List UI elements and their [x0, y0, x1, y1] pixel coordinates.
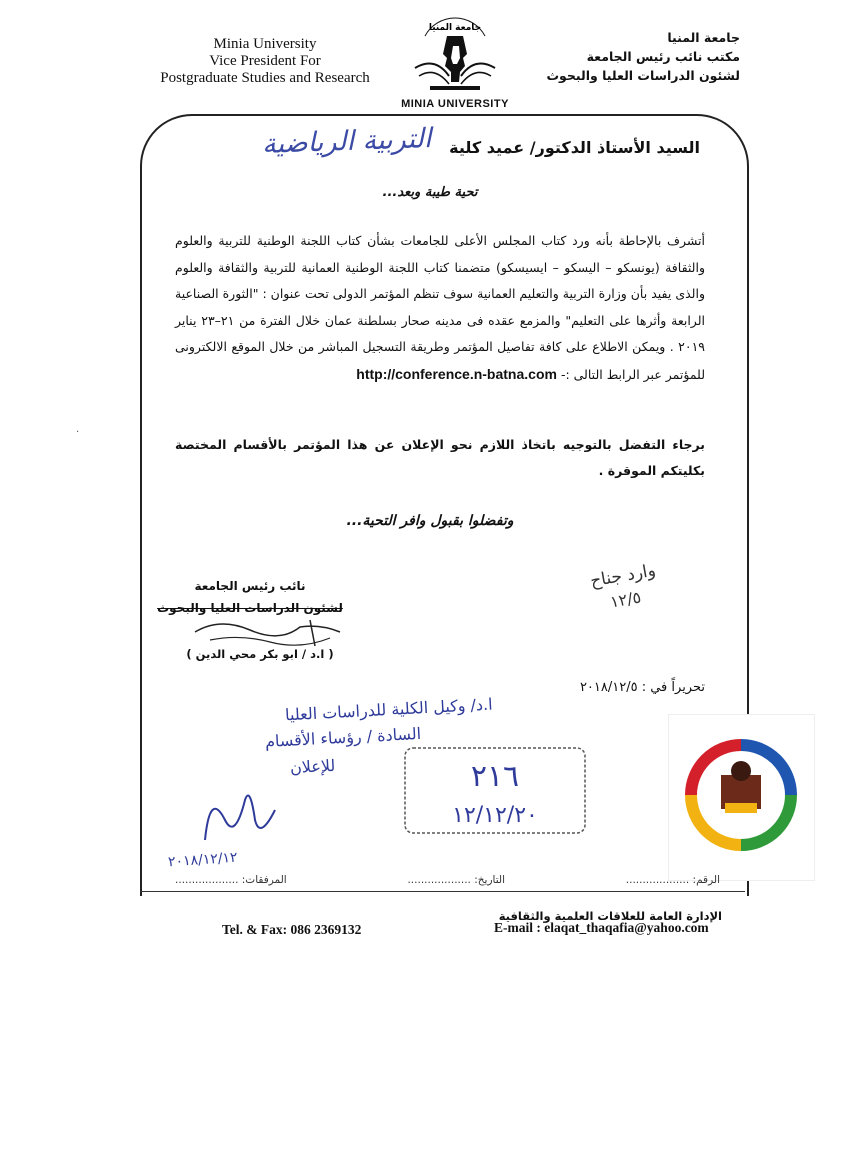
signature-scribble-icon — [190, 612, 350, 652]
header-en-line: Minia University — [213, 36, 317, 52]
logo-arabic-text: جامعة المنيا — [428, 23, 482, 33]
field-number: الرقم: ................... — [625, 874, 720, 886]
header-ar-line: مكتب نائب رئيس الجامعة — [586, 49, 740, 64]
handwritten-received-note: وارد جناح — [588, 560, 658, 592]
handwritten-date: ٢٠١٨/١٢/١٢ — [167, 849, 239, 871]
signature-name: ( ا.د / ابو بكر محي الدين ) — [186, 647, 334, 661]
header-en-line: Vice President For — [209, 53, 321, 69]
footer-fields — [175, 874, 720, 886]
faculty-handwritten: التربية الرياضية — [261, 123, 432, 160]
stamp-date: ١٢/١٢/٢٠ — [452, 803, 538, 828]
margin-mark: · — [76, 427, 80, 438]
watermark-logo — [669, 715, 814, 880]
request-paragraph: برجاء التفضل بالتوجيه باتخاذ اللازم نحو الإعلان عن هذا المؤتمر بالأقسام المختصة بكليتكم الموقرة . — [175, 437, 705, 478]
footer-email[interactable]: E-mail : elaqat_thaqafia@yahoo.com — [494, 920, 709, 935]
footer-divider — [140, 891, 745, 892]
body-text: أتشرف بالإحاطة بأنه ورد كتاب المجلس الأعلى للجامعات بشأن كتاب اللجنة الوطنية للتربية والعلوم والثقافة (يونسكو – اليسكو – ايسيسكو) متضمنا كتاب اللجنة الوطنية العمانية للتربية والثقافة والعلوم والذى يفيد بأن وزارة التربية والتعليم العمانية سوف تنظم المؤتمر الدولى تحت عنوان : "الثورة الصناعية الرابعة وأثرها على التعليم" والمزمع عقده فى مدينه صحار بسلطنة عمان خلال الفترة من ٢١–٢٣ يناير ٢٠١٩ . ويمكن الاطلاع على كافة تفاصيل المؤتمر وطريقة التسجيل المباشر من خلال الموقع الالكترونى للمؤتمر عبر الرابط التالى :- — [175, 233, 705, 382]
header-ar-line: جامعة المنيا — [667, 30, 740, 45]
field-attachments: المرفقات: ................... — [175, 874, 287, 886]
field-date: التاريخ: ................... — [407, 874, 506, 886]
footer-department: الإدارة العامة للعلاقات العلمية والثقافية — [498, 909, 722, 923]
conference-url[interactable]: http://conference.n-batna.com — [356, 365, 557, 382]
header-en-line: Postgraduate Studies and Research — [160, 70, 370, 86]
greeting: تحية طيبة وبعد... — [382, 185, 478, 200]
handwritten-received-date: ١٢/٥ — [608, 587, 643, 612]
recipient-line: السيد الأستاذ الدكتور/ عميد كلية — [449, 138, 700, 157]
logo-text: MINIA UNIVERSITY — [401, 98, 509, 110]
handwritten-signature-icon — [195, 780, 285, 850]
handwritten-routing-1: ا.د/ وكيل الكلية للدراسات العليا — [284, 694, 494, 725]
watermark-circle-icon — [669, 715, 814, 880]
closing-line: وتفضلوا بقبول وافر التحية... — [346, 513, 514, 529]
letter-body — [175, 228, 705, 388]
header-arabic — [480, 28, 740, 85]
footer-tel: Tel. & Fax: 086 2369132 — [222, 922, 362, 937]
incoming-stamp-icon — [395, 738, 595, 843]
handwritten-routing-3: للإعلان — [289, 755, 336, 778]
handwritten-routing-2: السادة / رؤساء الأقسام — [264, 723, 422, 752]
signature-title-2: لشئون الدراسات العليا والبحوث — [157, 601, 343, 615]
letter-date: تحريراً في : ٢٠١٨/١٢/٥ — [579, 680, 705, 695]
header-english — [150, 36, 380, 87]
stamp-number: ٢١٦ — [470, 759, 520, 794]
signature-title-1: نائب رئيس الجامعة — [194, 579, 306, 593]
header-ar-line: لشئون الدراسات العليا والبحوث — [546, 68, 740, 83]
